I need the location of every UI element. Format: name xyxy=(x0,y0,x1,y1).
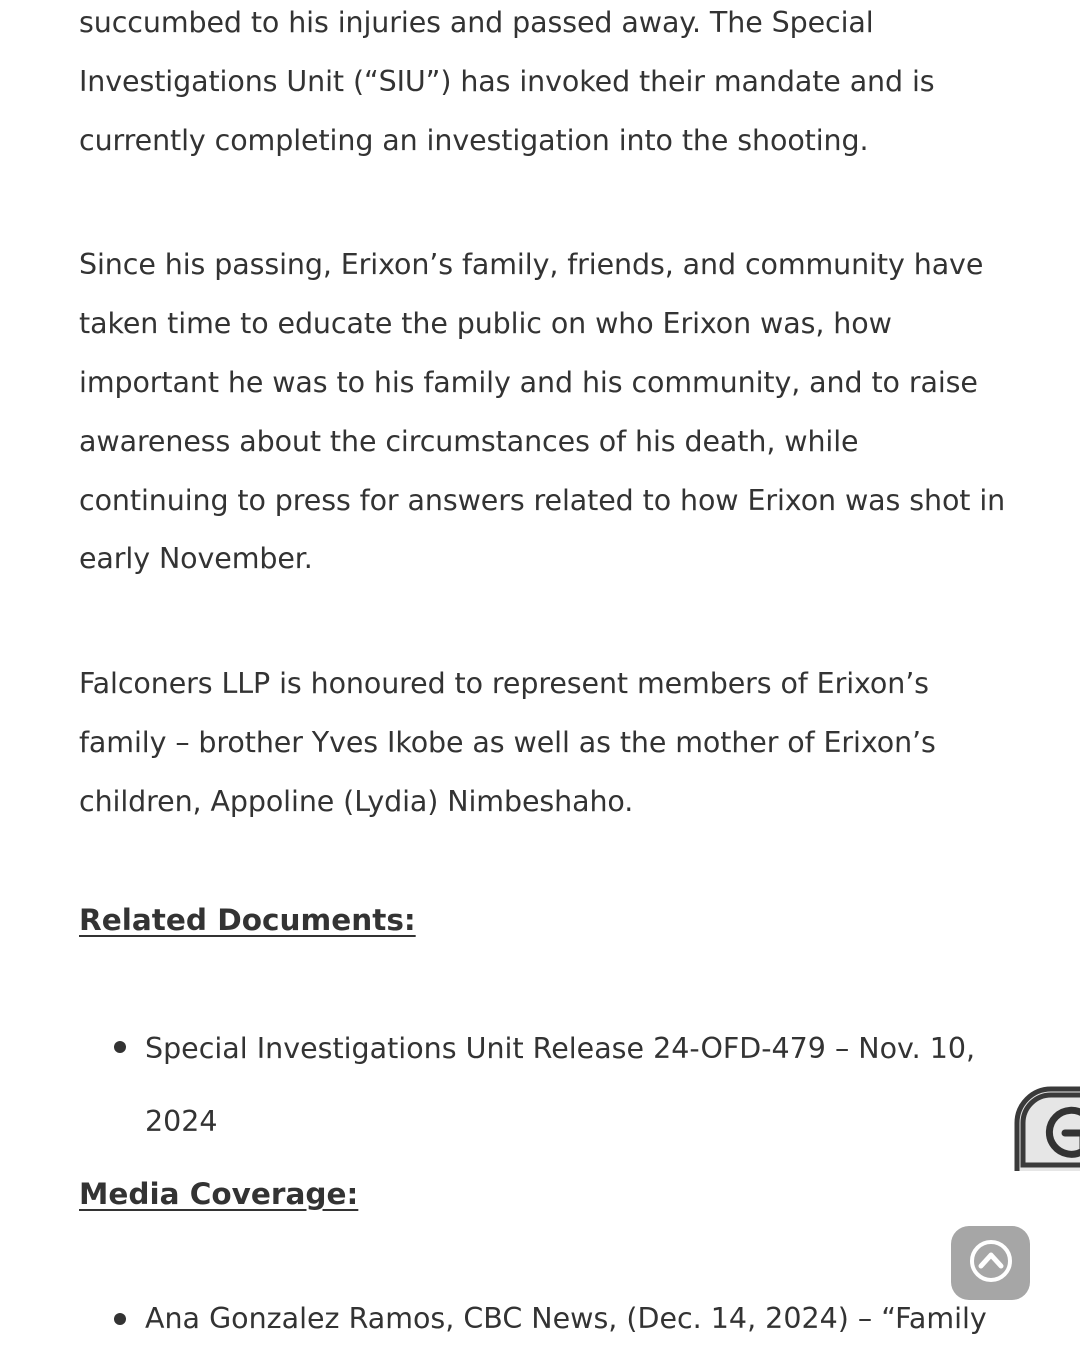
bullet-icon xyxy=(114,1041,126,1053)
article-body xyxy=(79,0,1009,1348)
related-documents-list xyxy=(79,1012,1009,1158)
paragraph-siu-investigation: succumbed to his injuries and passed away. The Special Investigations Unit (“SIU”) has invoked their mandate and is currently completing an investigation into the shooting. xyxy=(79,6,935,157)
chevron-up-icon xyxy=(969,1239,1013,1287)
media-coverage-link[interactable]: Ana Gonzalez Ramos, CBC News, (Dec. 14, 2024) – “Family xyxy=(145,1301,987,1335)
g-logo-icon[interactable] xyxy=(1013,1085,1080,1175)
paragraph-representation: Falconers LLP is honoured to represent members of Erixon’s family – brother Yves Ikobe as well as the mother of Erixon’s children, Appoline (Lydia) Nimbeshaho. xyxy=(79,667,936,818)
siu-release-link[interactable]: Special Investigations Unit Release 24-OFD-479 – Nov. 10, 2024 xyxy=(145,1031,976,1138)
paragraph-family-community: Since his passing, Erixon’s family, friends, and community have taken time to educate the public on who Erixon was, how important he was to his family and his community, and to raise awareness about the circumstances of his death, while continuing to press for answers related to how Erixon was shot in early November. xyxy=(79,248,1006,576)
media-coverage-heading: Media Coverage: xyxy=(79,1176,359,1211)
media-coverage-list xyxy=(79,1290,1009,1348)
list-item xyxy=(145,1012,1009,1158)
scroll-to-top-button[interactable] xyxy=(951,1226,1030,1300)
related-documents-heading: Related Documents: xyxy=(79,902,416,937)
list-item xyxy=(145,1290,1009,1348)
bullet-icon xyxy=(114,1313,126,1325)
